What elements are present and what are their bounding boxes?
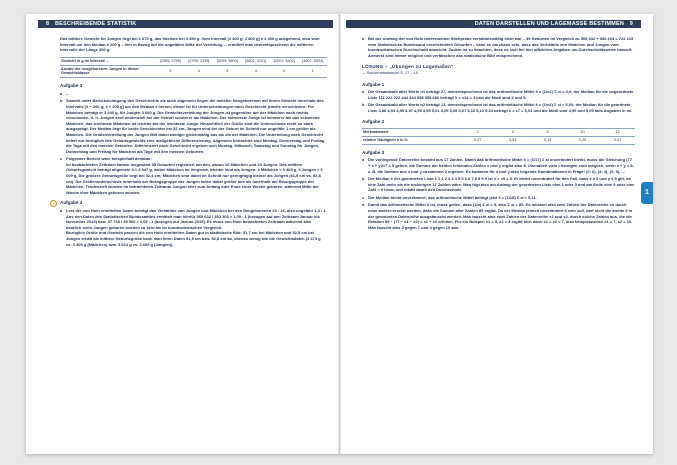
item-text: Lest der von Holn ermittelten Daten beträgt das Verhältnis von Jungen und Mädchen bei den Neugeborenen 23 : 16, also ungefähr 1,4 : 1. Aus den Daten des Statistischen Bundesamtes ermittelt man hierfür 369 632 / 352 203 ≈ 1,05 : 1 (bezogen auf den Zeitraum Januar bis November 2015) bzw. 37 728 / 35 900 ≈ 1,05 : 1 (bezogen auf Januar 2015). Es muss von Holn betrachteten Zeitraum während also deutlich mehr Jungen geboren worden zu sein als im bundesdeutschen Vergleich. (66, 208, 327, 230)
item-text: Im beobachteten Zeitraum kamen insgesamt 39 Geburten registriert werden, davon 16 Mädchen und 23 Jungen. Das mittlere Geburtsgewicht beträgt allgemein x̄ ≈ 3 547 g, wobei Mädchen im Vergleich leichter sind als Jungen: x̄ Mädchen ≈ 3 409 g, x̄ Jungen ≈ 3 609 g. Die größere Geburtsgröße liegt bei 52,4 cm; Mädchen sind dabei im Schnitt nur geringfügig kleiner als Jungen (51,9 cm vs. 52,8 cm). Die Größenunterschiede innerhalb der Bezugsgruppe der Jungen fallen dabei größer aus als innerhalb der Bezugsgruppe der Mädchen. Tendenziell wurden im betrachteten Zeitraum Jungen eher zum Anfang oder Ende einer Woche geboren, während Mitte der Woche eher Mädchen geboren wurden. (66, 161, 323, 195)
table-cell: 4 (495, 129, 530, 137)
table-cell: 4 (242, 65, 270, 78)
table-cell: ]2799; 3199] (185, 57, 213, 65)
right-page (340, 14, 653, 454)
list-item (60, 98, 327, 154)
table-row (60, 65, 327, 78)
item-letter-a: a (60, 90, 63, 96)
right-header-bar (346, 20, 641, 28)
list-item (362, 202, 635, 230)
table-row-header: Gewicht in g im Intervall … (60, 57, 156, 65)
right-header-title: DATEN DARSTELLEN UND LAGEMASSE BESTIMMEN (474, 21, 624, 27)
right-page-number: 9 (629, 21, 633, 27)
item-letter-a: a (60, 208, 63, 214)
table-cell: 0,53 (495, 136, 530, 144)
item-text: Bezüglich Größe und Gewicht passen die von Holn ermittelten Daten gut in statistische Bild: 51,7 cm bei Mädchen und 52,5 cm bei Jungen erhält als mittlere Geburtsgröße kann man ihren Daten 51,9 cm bzw. 52,8 cm ab, ebenso wenig wie die Gewichtsdaten (3 473 g vs. 3 409 g (Mädchen) bzw. 3 624 g vs. 3 609 g (Jungen)). (66, 230, 321, 247)
table-row (362, 129, 635, 137)
list-item (362, 176, 635, 193)
table-cell: 10 (565, 129, 600, 137)
intro-text: Das mittlere Gewicht für Jungen liegt bei 2 670 g, das höchste bei 4 450 g. Vom Intervall [2 400 g; 2 800 g] ≥ 3 400 g ausgehend, also vom Intervall um den Median ± 200 g – hier in Bezug auf die ungefähre Mitte der Verteilung –, ermittelt man dementsprechend die mittleren Intervalle der Länge 400 g: (60, 36, 320, 53)
list-item (60, 208, 327, 247)
table-cell: 6 (530, 129, 565, 137)
item-letter-b: b (362, 102, 365, 108)
left-content (52, 36, 327, 249)
table-count-label: Anzahl der neugeborenen Jungen in dieser Gewichtsklasse (60, 65, 156, 78)
table-cell: ]4602; 5003] (298, 57, 327, 65)
list-item (362, 157, 635, 174)
book-spread (26, 14, 653, 454)
item-text: Sowohl unter Berücksichtigung des Geschlechts als auch allgemein liegen die meisten Neugeborenen mit ihrem Gewicht innerhalb des Intervalls [x̄ − 200 g; x̄ + 200 g] um den Median x̃ herum; dieser ist für Unterscheidungen nach Geschlecht jeweils verschieden: Für Mädchen beträgt er 3 400 g, für Jungen 3 600 g. Die Gewichtsverteilung der Jungen ist gegenüber der der Mädchen nach rechts verschoben, d. h. Jungen sind tendenziell bei der Geburt schwerer als Mädchen. Der schwerste Junge ist schwerer als das schwerste Mädchen, das leichteste Mädchen ist leichter als der leichteste Junge. Hinsichtlich der Größe sind die Unterschiede nicht so stark ausgeprägt. Der Median liegt für beide Geschlechter bei 52 cm, Jungen sind bei der Geburt im Schnitt nur ungefähr 1 cm größer als Mädchen. Die Größenverteilung der Jungen fällt dabei weniger gleichmäßig aus als die der Mädchen. Die Unterteilung nach Geschlecht liefert nur bezüglich des Geburtsgewichts eine maßgebliche Differenzierung. Allgemein betrachtet sind Montag, Donnerstag und Freitag die Tage mit den meisten Geburten. Differenziert nach Geschlecht ergeben sich Montag, Mittwoch, Samstag und Sonntag für Jungen, Donnerstag und Freitag für Mädchen als Tage mit den meisten Geburten. (66, 98, 325, 154)
item-text: Der Median x̃ der geordneten Liste 1 1 1 2 3 3 3 5 5 6 6 7 8 9 9 9 ist x̃ = x9 = 5. Er bleibt unverändert für den Fall, dass x ≥ 5 und y ≤ 5 gilt, da eine Zahl mehr als die bisherigen 17 Zahlen wäre. Man fügt also am Anfang der geordneten Liste eine 1 oder 0 und am Ende eine 9 oder eine Zahl > 9 hinzu und erhält damit den Durchschnitt. (368, 176, 635, 193)
list-item (60, 156, 327, 195)
table-cell: ]2399; 2799] (156, 57, 184, 65)
item-text: – (66, 90, 69, 96)
item-text: Die vorliegende Datenreihe besteht aus 17 Zahlen. Damit das arithmetische Mittel x̄ = (1/17) Σ xi unverändert bleibt, muss die Gleichung (77 + x + y)/17 = 5 gelten, die Summe der beiden fehlenden Zahlen x und y ergibt also 8. Unendlich viele Lösungen sind möglich, wenn x + y = 8, z. B. die Summe aus x und y zusammen 2 ergeben. Es kommen für x und y also folgende Kombinationen in Frage: (2; 6), (4; 4), (3; 5), … (368, 157, 634, 174)
right-content (362, 36, 635, 232)
frequency-table (362, 128, 635, 145)
table-cell: 0,45 (565, 136, 600, 144)
item-letter-a: a (362, 89, 365, 95)
chapter-side-tab: 1 (641, 182, 653, 204)
aufgabe4-title: Aufgabe 4 (60, 200, 83, 206)
list-item (362, 36, 635, 58)
list-item (60, 91, 327, 97)
item-text: Bei der Umfang der von Holn untersuchten Stichprobe verhältnismäßig klein war – 39 Geburten im Vergleich zu 369 632 + 352 203 = 722 215 vom Statistischen Bundesamt verzeichneten Geburten – kann es durchaus sein, dass das Verhältnis von Mädchen und Jungen vom bundesdeutschen Durchschnitt abweicht. Zudem ist zu beachten, dass es sich bei den offiziellen Angaben um Durchschnittswerte handelt. Anmerkt sind immer möglich und verfälschen das statistische Bild entsprechend. (368, 36, 634, 58)
item-letter-a: a (362, 157, 365, 163)
table-cell: ]4201; 4602] (270, 57, 298, 65)
solution-title: LÖSUNG – „Übungen zu Lagemaßen“ (362, 64, 454, 70)
item-text: Die Gesamtzahl aller Werte n2 beträgt 13, dementsprechend ist das arithmetische Mittel x̄ = (1/n2) Σ xi ≈ 5,03; der Median für die geordnete Liste 4,86 4,93 4,95 4,97 4,99 4,99 5,01 5,05 5,05 5,07 5,10 5,12 5,23 beträgt x̃ = x7 = 5,01 und die Modi sind 4,99 und 5,05 falls Angaben in ml. (368, 102, 633, 113)
aufgabe1-title: Aufgabe 1 (362, 81, 385, 87)
left-page (26, 14, 339, 454)
left-header-bar (38, 20, 333, 28)
aufgabe4-title-row (52, 200, 327, 207)
table-row (362, 136, 635, 144)
item-letter-c: c (60, 156, 63, 162)
table-row (60, 57, 327, 65)
plus-circle-icon: + (50, 200, 57, 207)
table-cell: 4 (185, 65, 213, 78)
item-letter-d: d (362, 202, 365, 208)
table-cell: 0,27 (460, 136, 495, 144)
table-row-header: Merkmalswert (362, 129, 460, 137)
list-item (362, 102, 635, 113)
left-header-title: BESCHREIBENDE STATISTIK (55, 21, 137, 27)
table-cell: ]3199; 3600] (213, 57, 241, 65)
workbook-reference: → Schülerarbeitsbuch S. 17 – 18 (362, 70, 418, 75)
table-cell: ]3601; 4201] (242, 57, 270, 65)
table-cell: 0,07 (600, 136, 635, 144)
aufgabe2-title: Aufgabe 2 (362, 118, 385, 124)
list-item (362, 195, 635, 201)
table-cell: 12 (600, 129, 635, 137)
aufgabe3-left-title: Aufgabe 3 (60, 83, 83, 89)
aufgabe3-right-title: Aufgabe 3 (362, 149, 385, 155)
item-text: Die Gesamtzahl aller Werte n1 beträgt 27, dementsprechend ist das arithmetische Mittel x̄ = (1/n1) Σ xi = 3,6; der Median für die ungeordnete Liste 111 222 222 444 444 555 555 666 beträgt x̃ = x14 = 4 und die Modi sind 4 und 5. (368, 89, 634, 100)
weight-interval-table (60, 57, 327, 78)
item-heading: Folgender Bericht wäre beispielhaft denkbar: (66, 156, 152, 162)
table-cell: 3 (156, 65, 184, 78)
item-letter-b: b (60, 98, 63, 104)
table-row-header: relative Häufigkeit h in % (362, 136, 460, 144)
table-cell: 2 (460, 129, 495, 137)
table-cell: 1 (298, 65, 327, 78)
item-letter-b: b (362, 36, 365, 41)
table-cell: 9 (213, 65, 241, 78)
item-letter-b: b (362, 176, 365, 182)
table-cell: 2 (270, 65, 298, 78)
item-letter-c: c (362, 194, 365, 200)
list-item (362, 89, 635, 100)
table-cell: 0,13 (530, 136, 565, 144)
left-page-number: 8 (46, 21, 50, 27)
item-text: Damit das arithmetische Mittel 5 ist, muss gelten, dass (1/n) Σ xi = 5, also Σ xi = 85. Es müssen also zwei Zahlen der Datenreihe so durch neue andere ersetzt werden, dass die Summe aller Zahlen 85 ergibt. Da der Median jedoch unverändert 5 sein soll, darf nicht die zweite 5 in der geordneten Datenreihe ausgetauscht werden. Man tauscht also zwei Zahlen der Datenreihe x1 und x2, durch solche Zahlen aus, die die Relation 85 − (77 − x1 − x2) = x1 + x2 erfüllen. Für ein Beispiel x1 = 3, x2 = 4 ergibt sich dann x1 = x2 = 7, also beispielsweise x1 = 7, x2 = 10. Man tauscht also 3 gegen 7 und 4 gegen 10 aus. (368, 202, 633, 230)
item-text: Der Median bleibt unverändert; das arithmetische Mittel beträgt jetzt x̄ = (1/18) Σ xi ≈ 5,11. (368, 194, 537, 200)
